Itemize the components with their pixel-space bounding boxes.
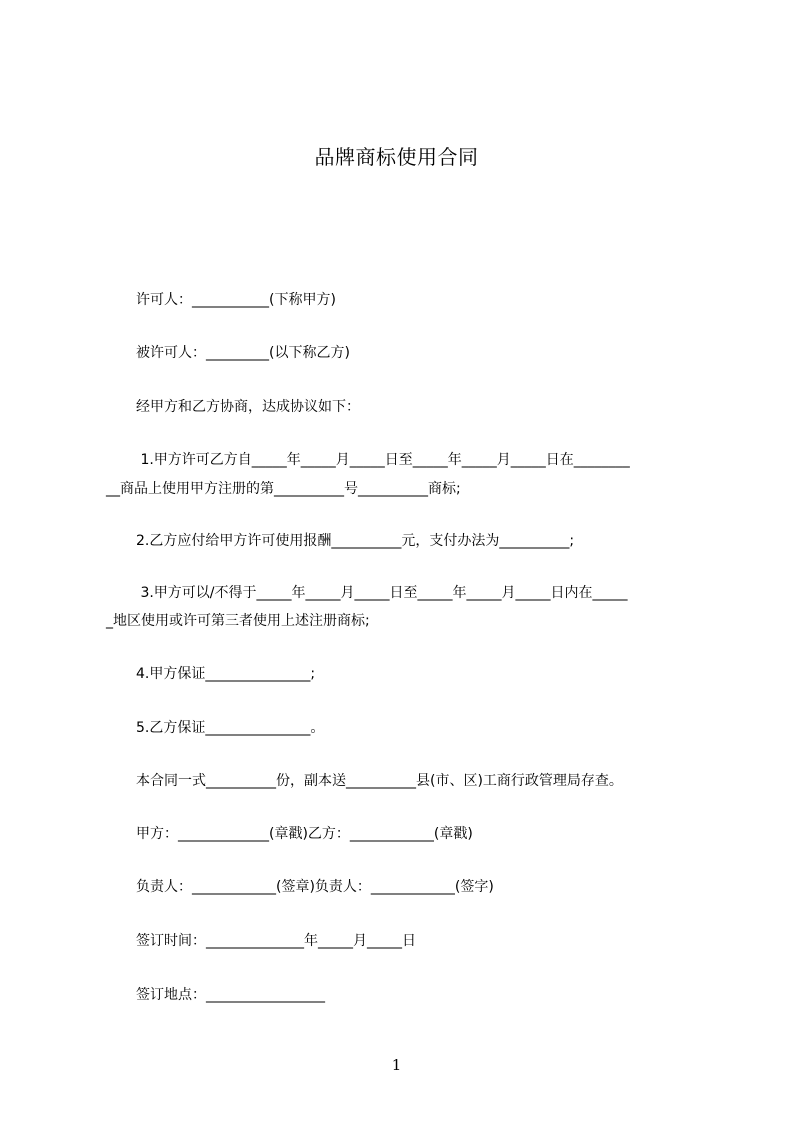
clause-3-line-1: 3.甲方可以/不得于_____年_____月_____日至_____年_____月_____日内在_____ (136, 585, 628, 601)
clause-1-line-1: 1.甲方许可乙方自_____年_____月_____日至_____年_____月_____日在________ (136, 452, 630, 468)
page-number: 1 (391, 1056, 402, 1074)
sign-place-line: 签订地点：_________________ (136, 987, 325, 1003)
clause-5-line: 5.乙方保证_______________。 (136, 720, 325, 736)
copies-line: 本合同一式__________份，副本送__________县(市、区)工商行政管理局存查。 (136, 773, 623, 789)
sign-time-line: 签订时间：______________年_____月_____日 (136, 933, 416, 949)
clause-4-line: 4.甲方保证_______________; (136, 666, 316, 682)
responsible-line: 负责人：____________(签章)负责人：____________(签字) (136, 879, 494, 895)
clause-1-line-2: __商品上使用甲方注册的第__________号__________商标; (106, 481, 461, 497)
page-title: 品牌商标使用合同 (314, 145, 479, 169)
intro-line: 经甲方和乙方协商，达成协议如下： (136, 399, 360, 415)
clause-2-line: 2.乙方应付给甲方许可使用报酬__________元，支付办法为__________; (136, 533, 575, 549)
clause-3-line-2: _地区使用或许可第三者使用上述注册商标; (106, 613, 370, 629)
licensee-line: 被许可人：_________(以下称乙方) (136, 345, 350, 361)
party-a-line: 甲方：_____________(章戳)乙方：____________(章戳) (136, 826, 473, 842)
licensor-line: 许可人：___________(下称甲方) (136, 292, 336, 308)
